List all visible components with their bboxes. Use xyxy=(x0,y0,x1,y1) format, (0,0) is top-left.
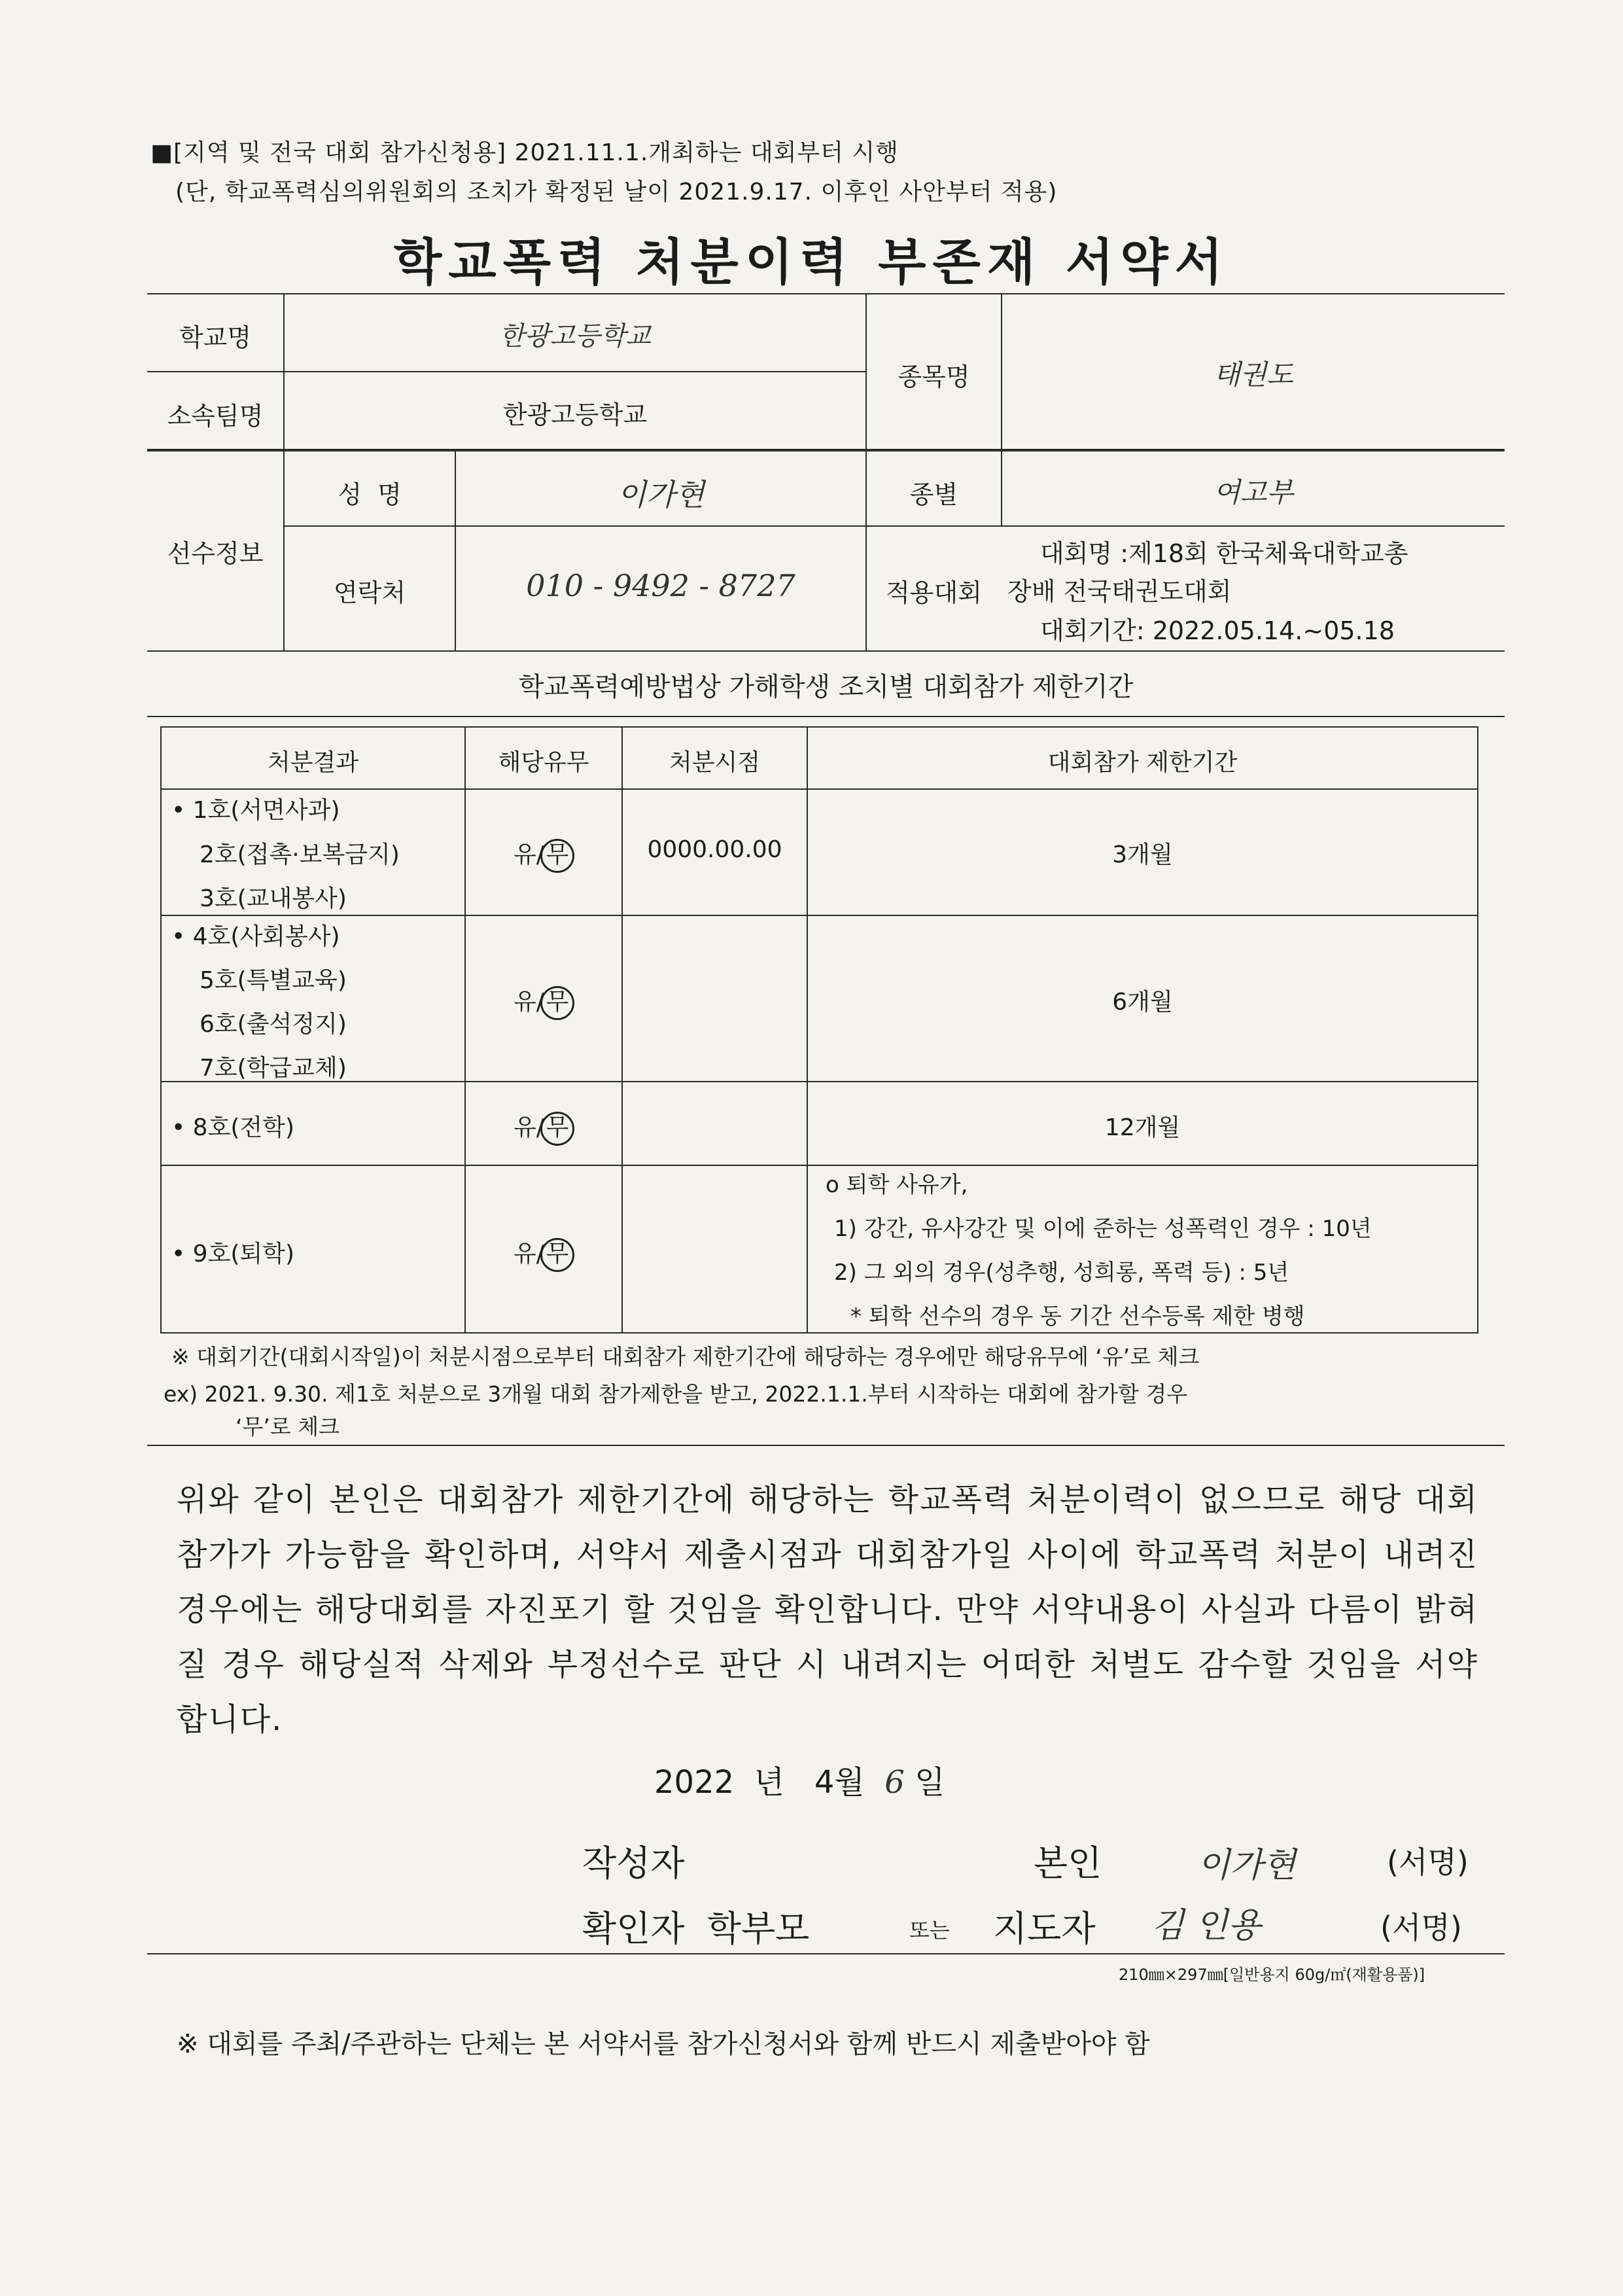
date-day: 6 xyxy=(884,1764,905,1801)
row1-item-2: 2호(접촉·보복금지) xyxy=(200,841,400,868)
notes-divider xyxy=(147,1445,1505,1446)
school-label: 학교명 xyxy=(179,323,252,352)
self-label: 본인 xyxy=(1034,1843,1102,1884)
check-prefix: 유/ xyxy=(514,841,544,868)
name-value: 이가현 xyxy=(617,477,705,512)
pledge-date xyxy=(654,1757,945,1802)
player-info-label: 선수정보 xyxy=(167,539,264,568)
school-value: 한광고등학교 xyxy=(499,321,651,351)
note-1: ※ 대회기간(대회시작일)이 처분시점으로부터 대회참가 제한기간에 해당하는 경우에만 해당유무에 ‘유’로 체크 xyxy=(171,1344,1200,1369)
row3-check xyxy=(514,1109,574,1146)
restriction-heading-divider xyxy=(147,716,1505,717)
coach-sign: (서명) xyxy=(1380,1910,1462,1945)
writer-label: 작성자 xyxy=(582,1843,685,1884)
check-prefix: 유/ xyxy=(514,989,544,1016)
name-label: 성 명 xyxy=(338,480,402,509)
col-header-period: 대회참가 제한기간 xyxy=(1047,749,1238,776)
row4-period-line-3: 2) 그 외의 경우(성추행, 성희롱, 폭력 등) : 5년 xyxy=(834,1260,1289,1286)
event-name-line-2: 장배 전국태권도대회 xyxy=(1007,577,1232,606)
row4-period-line-1: o 퇴학 사유가, xyxy=(826,1172,968,1198)
page-title: 학교폭력 처분이력 부존재 서약서 xyxy=(393,233,1230,291)
date-year-unit: 년 xyxy=(754,1764,785,1801)
paper-spec: 210㎜×297㎜[일반용지 60g/㎡(재활용품)] xyxy=(1119,1966,1425,1984)
coach-label: 지도자 xyxy=(993,1908,1096,1949)
event-period: 대회기간: 2022.05.14.~05.18 xyxy=(1040,616,1395,645)
team-label: 소속팀명 xyxy=(167,402,264,431)
check-circled-no: 무 xyxy=(540,1112,574,1146)
note-2: ex) 2021. 9.30. 제1호 처분으로 3개월 대회 참가제한을 받고, 2022.1.1.부터 시작하는 대회에 참가할 경우 xyxy=(164,1381,1188,1407)
row4-check xyxy=(514,1235,574,1272)
team-value: 한광고등학교 xyxy=(502,400,648,429)
check-circled-no: 무 xyxy=(540,1238,574,1272)
contact-value: 010 - 9492 - 8727 xyxy=(526,568,795,603)
sport-value: 태권도 xyxy=(1213,359,1293,391)
notice-line-2: (단, 학교폭력심의위원회의 조치가 확정된 날이 2021.9.17. 이후인 사안부터 적용) xyxy=(175,179,1058,205)
restriction-heading: 학교폭력예방법상 가해학생 조치별 대회참가 제한기간 xyxy=(518,672,1134,702)
pledge-paragraph: 위와 같이 본인은 대회참가 제한기간에 해당하는 학교폭력 처분이력이 없으므로 해당 대회 참가가 가능함을 확인하며, 서약서 제출시점과 대회참가일 사이에 학교폭력 처분이 내려진 경우에는 해당대회를 자진포기 할 것임을 확인합니다. 만약 서약내용이 사실과 다름이 밝혀질 경우 해당실적 삭제와 부정선수로 판단 시 내려지는 어떠한 처벌도 감수할 것임을 서약합니다. xyxy=(177,1481,1478,1738)
self-name: 이가현 xyxy=(1197,1846,1296,1885)
row2-item-4: 7호(학급교체) xyxy=(200,1055,347,1082)
row1-time: 0000.00.00 xyxy=(647,836,782,863)
row1-item-1: • 1호(서면사과) xyxy=(171,797,340,824)
check-prefix: 유/ xyxy=(514,1241,544,1267)
check-prefix: 유/ xyxy=(514,1114,544,1141)
row4-period-line-2: 1) 강간, 유사강간 및 이에 준하는 성폭력인 경우 : 10년 xyxy=(834,1216,1372,1242)
final-note: ※ 대회를 주최/주관하는 단체는 본 서약서를 참가신청서와 함께 반드시 제출받아야 함 xyxy=(177,2029,1150,2059)
row2-item-1: • 4호(사회봉사) xyxy=(171,923,340,950)
check-circled-no: 무 xyxy=(540,986,574,1020)
check-circled-no: 무 xyxy=(540,839,574,873)
row1-item-3: 3호(교내봉사) xyxy=(200,885,347,912)
col-header-applicable: 해당유무 xyxy=(498,749,589,776)
date-month: 4월 xyxy=(814,1764,865,1801)
row2-check xyxy=(514,983,574,1020)
applied-event-label: 적용대회 xyxy=(886,578,982,607)
col-header-time: 처분시점 xyxy=(669,749,761,776)
row4-period-line-4: * 퇴학 선수의 경우 동 기간 선수등록 제한 병행 xyxy=(850,1303,1305,1330)
date-year: 2022 xyxy=(654,1764,735,1801)
contact-label: 연락처 xyxy=(333,578,406,607)
category-value: 여고부 xyxy=(1213,476,1293,508)
sport-label: 종목명 xyxy=(898,362,970,391)
row3-period: 12개월 xyxy=(1104,1114,1181,1141)
row1-period: 3개월 xyxy=(1112,841,1173,868)
self-sign: (서명) xyxy=(1387,1845,1469,1880)
row2-item-3: 6호(출석정지) xyxy=(200,1011,347,1038)
col-header-result: 처분결과 xyxy=(267,749,359,776)
event-name-line-1: 대회명 :제18회 한국체육대학교총 xyxy=(1040,539,1408,568)
footer-divider xyxy=(147,1953,1505,1954)
or-label: 또는 xyxy=(909,1918,950,1943)
row2-item-2: 5호(특별교육) xyxy=(200,967,347,994)
coach-name: 김 인용 xyxy=(1151,1906,1261,1945)
row2-period: 6개월 xyxy=(1112,989,1173,1016)
row4-item-1: • 9호(퇴학) xyxy=(171,1241,294,1267)
note-3: ‘무’로 체크 xyxy=(236,1414,340,1439)
date-day-unit: 일 xyxy=(915,1764,945,1801)
row1-check xyxy=(514,836,574,873)
category-label: 종별 xyxy=(909,480,958,509)
notice-line-1: ■[지역 및 전국 대회 참가신청용] 2021.11.1.개최하는 대회부터 시행 xyxy=(150,139,899,166)
row3-item-1: • 8호(전학) xyxy=(171,1114,294,1141)
confirmer-label: 확인자 학부모 xyxy=(582,1908,810,1949)
